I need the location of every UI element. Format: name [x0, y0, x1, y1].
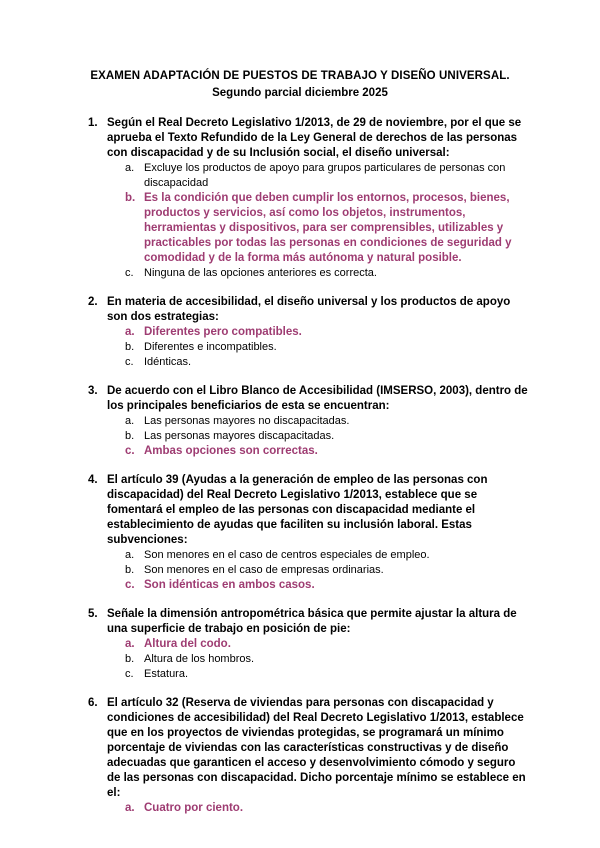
option-text: Altura de los hombros.: [144, 653, 255, 665]
question-2: [88, 295, 528, 370]
option-text: Diferentes pero compatibles.: [144, 326, 302, 338]
answer-option: [125, 266, 528, 281]
answer-option: [125, 161, 528, 191]
question-1: [88, 116, 528, 281]
option-text: Ninguna de las opciones anteriores es correcta.: [144, 267, 377, 279]
option-text: Excluye los productos de apoyo para grupos particulares de personas con discapacidad: [144, 162, 506, 189]
option-text: Diferentes e incompatibles.: [144, 341, 277, 353]
option-text: Son menores en el caso de centros especiales de empleo.: [144, 549, 430, 561]
option-list: [125, 637, 528, 682]
question-list: [88, 116, 528, 830]
option-letter: a.: [125, 549, 135, 561]
question-number: 4.: [88, 474, 98, 486]
option-letter: a.: [125, 415, 135, 427]
option-letter: a.: [125, 638, 135, 650]
option-list: [125, 801, 528, 816]
option-list: [125, 548, 528, 593]
answer-option: [125, 340, 528, 355]
exam-header: [0, 69, 600, 101]
answer-option: [125, 429, 528, 444]
answer-option: [125, 667, 528, 682]
option-text: Las personas mayores discapacitadas.: [144, 430, 335, 442]
answer-option: [125, 563, 528, 578]
correct-option: [125, 191, 528, 266]
option-letter: c.: [125, 445, 135, 457]
answer-option: [125, 652, 528, 667]
question-4: [88, 473, 528, 593]
question-5: [88, 607, 528, 682]
question-number: 1.: [88, 117, 98, 129]
option-text: Son idénticas en ambos casos.: [144, 579, 315, 591]
option-text: Ambas opciones son correctas.: [144, 445, 318, 457]
option-text: Idénticas.: [144, 356, 192, 368]
question-text: Señale la dimensión antropométrica básica que permite ajustar la altura de una superficie de trabajo en posición de pie:: [107, 608, 517, 635]
option-list: [125, 414, 528, 459]
question-text: El artículo 39 (Ayudas a la generación de empleo de las personas con discapacidad) del Real Decreto Legislativo 1/2013, establece que se fomentará el empleo de las personas con discapacidad mediante el establecimiento de ayudas que faciliten su inclusión laboral. Estas subvenciones:: [107, 474, 488, 546]
option-letter: a.: [125, 802, 135, 814]
option-letter: c.: [125, 579, 135, 591]
option-letter: c.: [125, 356, 134, 368]
option-text: Son menores en el caso de empresas ordinarias.: [144, 564, 384, 576]
option-letter: b.: [125, 430, 135, 442]
exam-title: EXAMEN ADAPTACIÓN DE PUESTOS DE TRABAJO Y DISEÑO UNIVERSAL.: [90, 70, 510, 82]
correct-option: [125, 578, 528, 593]
question-text: El artículo 32 (Reserva de viviendas para personas con discapacidad y condiciones de accesibilidad) del Real Decreto Legislativo 1/2013, establece que en los proyectos de viviendas protegidas, se programará un mínimo porcentaje de viviendas con las características constructivas y de diseño adecuadas que garanticen el acceso y desenvolvimiento cómodo y seguro de las personas con discapacidad. Dicho porcentaje mínimo se establece en el:: [107, 697, 526, 799]
question-3: [88, 384, 528, 459]
option-letter: b.: [125, 192, 136, 204]
option-text: Las personas mayores no discapacitadas.: [144, 415, 350, 427]
question-number: 5.: [88, 608, 98, 620]
question-6: [88, 696, 528, 816]
option-text: Es la condición que deben cumplir los entornos, procesos, bienes, productos y servicios, así como los objetos, instrumentos, herramientas y dispositivos, para ser comprensibles, utilizables y practicables por todas las personas en condiciones de seguridad y comodidad y de la forma más autónoma y natural posible.: [144, 192, 512, 264]
correct-option: [125, 637, 528, 652]
question-number: 2.: [88, 296, 98, 308]
exam-subtitle: Segundo parcial diciembre 2025: [212, 87, 388, 99]
option-letter: a.: [125, 326, 135, 338]
question-text: Según el Real Decreto Legislativo 1/2013, de 29 de noviembre, por el que se aprueba el Texto Refundido de la Ley General de derechos de las personas con discapacidad y de su Inclusión social, el diseño universal:: [107, 117, 522, 159]
option-text: Estatura.: [144, 668, 189, 680]
option-letter: b.: [125, 564, 135, 576]
question-number: 3.: [88, 385, 98, 397]
option-letter: c.: [125, 267, 134, 279]
answer-option: [125, 355, 528, 370]
question-number: 6.: [88, 697, 98, 709]
option-letter: b.: [125, 653, 135, 665]
question-text: De acuerdo con el Libro Blanco de Accesibilidad (IMSERSO, 2003), dentro de los principales beneficiarios de esta se encuentran:: [107, 385, 528, 412]
question-text: En materia de accesibilidad, el diseño universal y los productos de apoyo son dos estrategias:: [107, 296, 511, 323]
option-text: Cuatro por ciento.: [144, 802, 244, 814]
option-letter: a.: [125, 162, 135, 174]
option-list: [125, 161, 528, 281]
answer-option: [125, 548, 528, 563]
correct-option: [125, 325, 528, 340]
option-list: [125, 325, 528, 370]
option-letter: b.: [125, 341, 135, 353]
correct-option: [125, 801, 528, 816]
answer-option: [125, 414, 528, 429]
option-letter: c.: [125, 668, 134, 680]
correct-option: [125, 444, 528, 459]
option-text: Altura del codo.: [144, 638, 231, 650]
